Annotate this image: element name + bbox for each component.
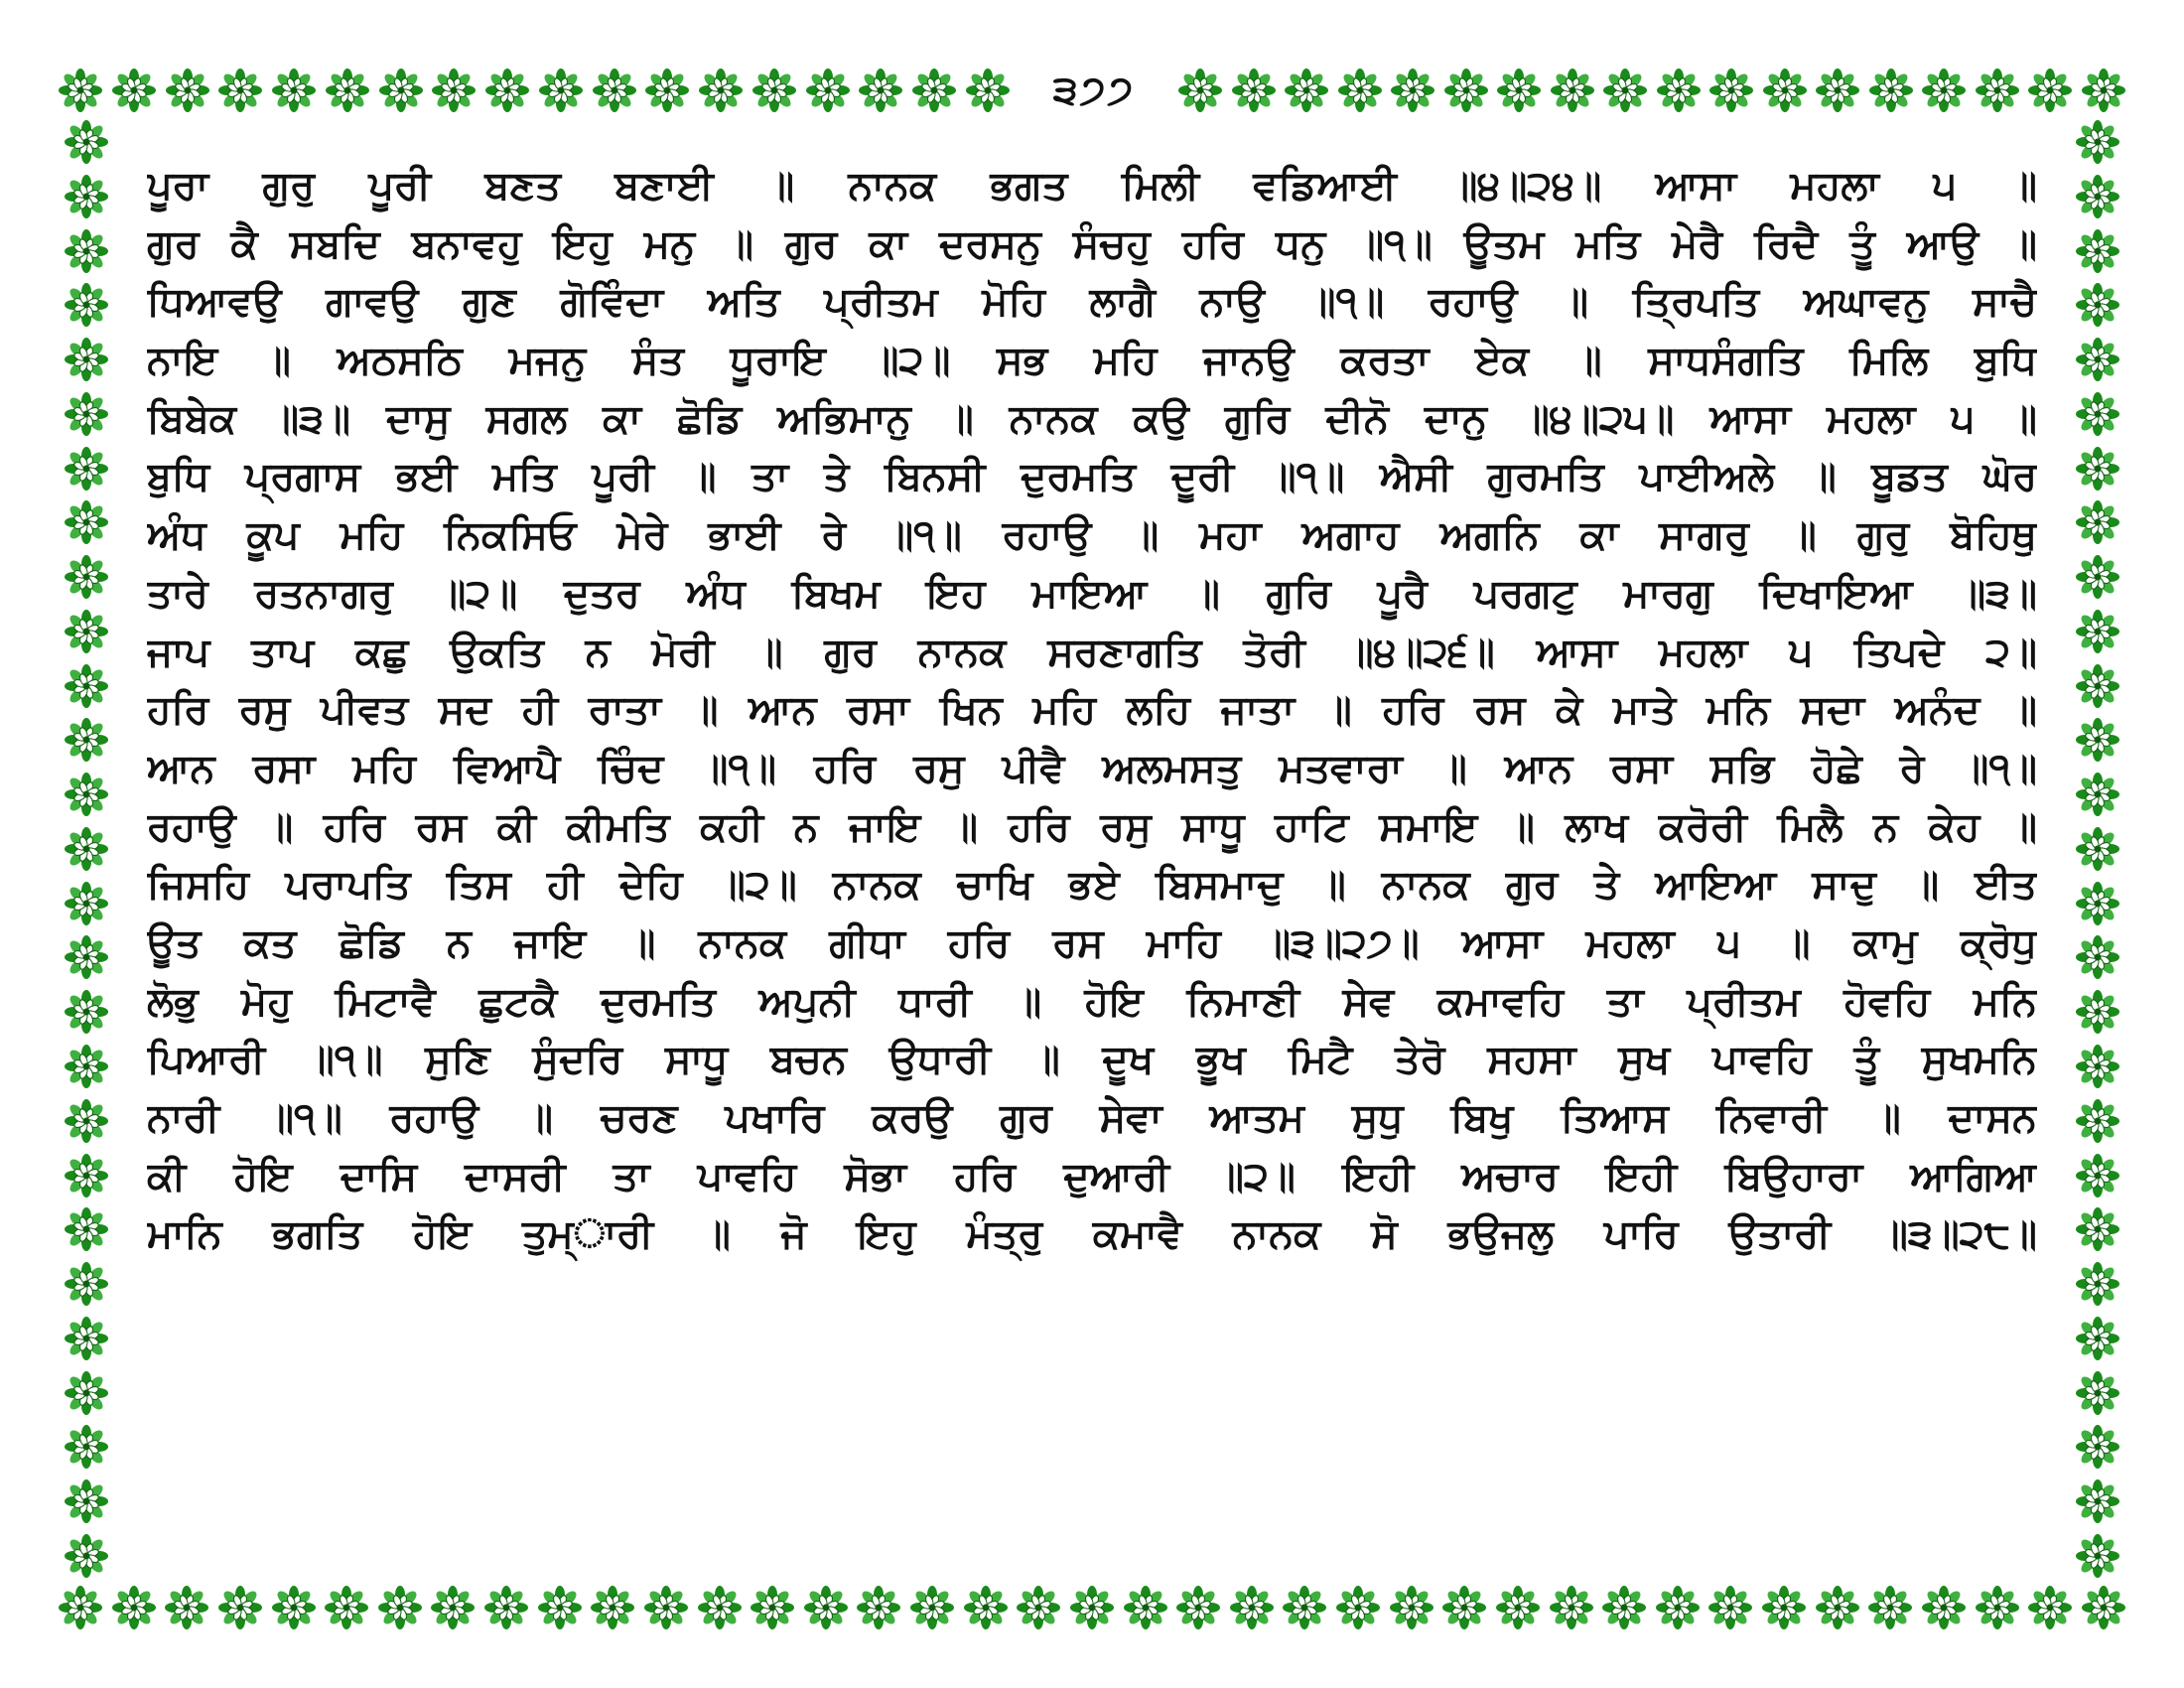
flower-icon [1495, 1585, 1541, 1630]
flower-icon [64, 391, 109, 437]
flower-icon [805, 68, 851, 113]
verse-line-18: ਕੀ ਹੋਇ ਦਾਸਿ ਦਾਸਰੀ ਤਾ ਪਾਵਹਿ ਸੋਭਾ ਹਰਿ ਦੁਆਰੀ ॥੨॥ ਇਹੀ ਅਚਾਰ ਇਹੀ ਬਿਉਹਾਰਾ ਆਗਿਆ [147, 1153, 2037, 1199]
flower-icon [1441, 1585, 1487, 1630]
border-left [58, 119, 115, 1579]
verse-line-5: ਬਿਬੇਕ ॥੩॥ ਦਾਸੁ ਸਗਲ ਕਾ ਛੋਡਿ ਅਭਿਮਾਨੁ ॥ ਨਾਨਕ ਕਉ ਗੁਰਿ ਦੀਨੋ ਦਾਨੁ ॥੪॥੨੫॥ ਆਸਾ ਮਹਲਾ ੫ ॥ [147, 395, 2037, 442]
flower-icon [64, 1261, 109, 1307]
flower-icon [271, 68, 317, 113]
flower-icon [2075, 989, 2120, 1035]
verse-line-9: ਜਾਪ ਤਾਪ ਕਛੁ ਉਕਤਿ ਨ ਮੋਰੀ ॥ ਗੁਰ ਨਾਨਕ ਸਰਣਾਗਤਿ ਤੋਰੀ ॥੪॥੨੬॥ ਆਸਾ ਮਹਲਾ ੫ ਤਿਪਦੇ ੨॥ [147, 629, 2037, 675]
flower-icon [1655, 1585, 1701, 1630]
flower-icon [697, 1585, 743, 1630]
verse-line-3: ਧਿਆਵਉ ਗਾਵਉ ਗੁਣ ਗੋਵਿੰਦਾ ਅਤਿ ਪ੍ਰੀਤਮ ਮੋਹਿ ਲਾਗੈ ਨਾਉ ॥੧॥ ਰਹਾਉ ॥ ਤ੍ਰਿਪਤਿ ਅਘਾਵਨੁ ਸਾਚੈ [147, 279, 2037, 326]
verse-line-19: ਮਾਨਿ ਭਗਤਿ ਹੋਇ ਤੁਮ੍ਾਰੀ ॥ ਜੋ ਇਹੁ ਮੰਤ੍ਰੁ ਕਮਾਵੈ ਨਾਨਕ ਸੋ ਭਉਜਲੁ ਪਾਰਿ ਉਤਾਰੀ ॥੩॥੨੮॥ [147, 1211, 2037, 1258]
flower-icon [1815, 68, 1860, 113]
border-bottom [58, 1579, 2126, 1636]
verse-line-6: ਬੁਧਿ ਪ੍ਰਗਾਸ ਭਈ ਮਤਿ ਪੂਰੀ ॥ ਤਾ ਤੇ ਬਿਨਸੀ ਦੁਰਮਤਿ ਦੂਰੀ ॥੧॥ ਐਸੀ ਗੁਰਮਤਿ ਪਾਈਅਲੇ ॥ ਬੂਡਤ ਘੋਰ [147, 454, 2037, 500]
flower-icon [217, 1585, 263, 1630]
flower-icon [592, 68, 637, 113]
flower-icon [963, 1585, 1009, 1630]
page-number: ੩੭੭ [1052, 68, 1136, 113]
flower-icon [644, 68, 690, 113]
flower-icon [1335, 1585, 1381, 1630]
flower-icon [64, 1153, 109, 1198]
flower-icon [1867, 1585, 1913, 1630]
flower-icon [64, 1370, 109, 1416]
flower-icon [2075, 499, 2120, 545]
flower-icon [64, 1424, 109, 1470]
flower-icon [2027, 68, 2073, 113]
flower-icon [2027, 1585, 2073, 1630]
flower-icon [164, 1585, 209, 1630]
border-right [2069, 119, 2126, 1579]
flower-icon [64, 119, 109, 165]
flower-icon [64, 337, 109, 382]
flower-icon [111, 68, 157, 113]
verse-line-4: ਨਾਇ ॥ ਅਠਸਠਿ ਮਜਨੁ ਸੰਤ ਧੂਰਾਇ ॥੨॥ ਸਭ ਮਹਿ ਜਾਨਉ ਕਰਤਾ ਏਕ ॥ ਸਾਧਸੰਗਤਿ ਮਿਲਿ ਬੁਧਿ [147, 338, 2037, 384]
flower-icon [2075, 1206, 2120, 1252]
verse-line-13: ਜਿਸਹਿ ਪਰਾਪਤਿ ਤਿਸ ਹੀ ਦੇਹਿ ॥੨॥ ਨਾਨਕ ਚਾਖਿ ਭਏ ਬਿਸਮਾਦੁ ॥ ਨਾਨਕ ਗੁਰ ਤੇ ਆਇਆ ਸਾਦੁ ॥ ਈਤ [147, 862, 2037, 909]
flower-icon [111, 1585, 157, 1630]
flower-icon [217, 68, 263, 113]
flower-icon [2075, 881, 2120, 926]
flower-icon [483, 1585, 529, 1630]
verse-line-1: ਪੂਰਾ ਗੁਰੁ ਪੂਰੀ ਬਣਤ ਬਣਾਈ ॥ ਨਾਨਕ ਭਗਤ ਮਿਲੀ ਵਡਿਆਈ ॥੪॥੨੪॥ ਆਸਾ ਮਹਲਾ ੫ ॥ [147, 163, 2037, 209]
flower-icon [64, 989, 109, 1035]
flower-icon [750, 1585, 795, 1630]
flower-icon [643, 1585, 689, 1630]
flower-icon [2075, 1370, 2120, 1416]
flower-icon [64, 609, 109, 654]
flower-icon [1282, 1585, 1327, 1630]
flower-icon [64, 1044, 109, 1089]
flower-icon [64, 1316, 109, 1361]
flower-icon [2075, 1316, 2120, 1361]
flower-icon [2075, 391, 2120, 437]
verse-line-16: ਪਿਆਰੀ ॥੧॥ ਸੁਣਿ ਸੁੰਦਰਿ ਸਾਧੂ ਬਚਨ ਉਧਾਰੀ ॥ ਦੂਖ ਭੂਖ ਮਿਟੈ ਤੇਰੋ ਸਹਸਾ ਸੁਖ ਪਾਵਹਿ ਤੂੰ ਸੁਖਮਨਿ [147, 1037, 2037, 1083]
flower-icon [1921, 68, 1967, 113]
verse-text [147, 157, 2037, 1557]
verse-line-10: ਹਰਿ ਰਸੁ ਪੀਵਤ ਸਦ ਹੀ ਰਾਤਾ ॥ ਆਨ ਰਸਾ ਖਿਨ ਮਹਿ ਲਹਿ ਜਾਤਾ ॥ ਹਰਿ ਰਸ ਕੇ ਮਾਤੇ ਮਨਿ ਸਦਾ ਅਨੰਦ ॥ [147, 687, 2037, 734]
verse-line-2: ਗੁਰ ਕੈ ਸਬਦਿ ਬਨਾਵਹੁ ਇਹੁ ਮਨੁ ॥ ਗੁਰ ਕਾ ਦਰਸਨੁ ਸੰਚਹੁ ਹਰਿ ਧਨੁ ॥੧॥ ਊਤਮ ਮਤਿ ਮੇਰੈ ਰਿਦੈ ਤੂੰ ਆਉ ॥ [147, 220, 2037, 267]
flower-icon [2075, 1533, 2120, 1579]
flower-icon [165, 68, 210, 113]
verse-line-15: ਲੋਭੁ ਮੋਹੁ ਮਿਟਾਵੈ ਛੁਟਕੈ ਦੁਰਮਤਿ ਅਪੁਨੀ ਧਾਰੀ ॥ ਹੋਇ ਨਿਮਾਣੀ ਸੇਵ ਕਮਾਵਹਿ ਤਾ ਪ੍ਰੀਤਮ ਹੋਵਹਿ ਮਨਿ [147, 978, 2037, 1025]
flower-icon [64, 1533, 109, 1579]
flower-icon [2075, 1044, 2120, 1089]
flower-icon [430, 1585, 476, 1630]
flower-icon [1550, 68, 1595, 113]
flower-icon [909, 1585, 955, 1630]
flower-icon [1390, 68, 1435, 113]
flower-icon [64, 663, 109, 709]
flower-icon [1601, 1585, 1647, 1630]
flower-icon [2081, 1585, 2126, 1630]
flower-icon [1707, 1585, 1753, 1630]
flower-icon [377, 1585, 423, 1630]
flower-icon [64, 554, 109, 600]
flower-icon [64, 717, 109, 763]
flower-icon [2075, 1098, 2120, 1144]
flower-icon [2075, 337, 2120, 382]
flower-icon [1069, 1585, 1115, 1630]
flower-icon [64, 282, 109, 328]
flower-icon [1761, 1585, 1807, 1630]
flower-icon [431, 68, 477, 113]
flower-icon [2075, 1424, 2120, 1470]
border-top-left [58, 62, 1011, 119]
flower-icon [2075, 1478, 2120, 1524]
flower-icon [64, 826, 109, 872]
flower-icon [1016, 1585, 1061, 1630]
flower-icon [965, 68, 1011, 113]
flower-icon [64, 881, 109, 926]
flower-icon [1177, 68, 1223, 113]
flower-icon [2075, 1261, 2120, 1307]
flower-icon [537, 1585, 583, 1630]
flower-icon [2075, 717, 2120, 763]
flower-icon [1175, 1585, 1221, 1630]
flower-icon [1337, 68, 1383, 113]
flower-icon [64, 499, 109, 545]
border-top-right [1177, 62, 2126, 119]
flower-icon [858, 68, 903, 113]
flower-icon [1656, 68, 1702, 113]
flower-icon [538, 68, 584, 113]
flower-icon [2075, 609, 2120, 654]
flower-icon [484, 68, 530, 113]
flower-icon [751, 68, 797, 113]
flower-icon [2075, 174, 2120, 219]
flower-icon [2075, 554, 2120, 600]
flower-icon [58, 1585, 103, 1630]
flower-icon [590, 1585, 635, 1630]
flower-icon [1549, 1585, 1594, 1630]
flower-icon [2075, 934, 2120, 980]
verse-line-14: ਊਤ ਕਤ ਛੋਡਿ ਨ ਜਾਇ ॥ ਨਾਨਕ ਗੀਧਾ ਹਰਿ ਰਸ ਮਾਹਿ ॥੩॥੨੭॥ ਆਸਾ ਮਹਲਾ ੫ ॥ ਕਾਮੁ ਕ੍ਰੋਧੁ [147, 919, 2037, 966]
flower-icon [2075, 282, 2120, 328]
flower-icon [1229, 1585, 1275, 1630]
flower-icon [325, 68, 370, 113]
flower-icon [64, 174, 109, 219]
flower-icon [2075, 772, 2120, 817]
flower-icon [1389, 1585, 1434, 1630]
flower-icon [1284, 68, 1329, 113]
flower-icon [378, 68, 424, 113]
flower-icon [698, 68, 744, 113]
flower-icon [58, 68, 103, 113]
verse-line-7: ਅੰਧ ਕੂਪ ਮਹਿ ਨਿਕਸਿਓ ਮੇਰੇ ਭਾਈ ਰੇ ॥੧॥ ਰਹਾਉ ॥ ਮਹਾ ਅਗਾਹ ਅਗਨਿ ਕਾ ਸਾਗਰੁ ॥ ਗੁਰੁ ਬੋਹਿਥੁ [147, 512, 2037, 559]
flower-icon [2075, 119, 2120, 165]
flower-icon [64, 1206, 109, 1252]
flower-icon [2075, 826, 2120, 872]
flower-icon [64, 1098, 109, 1144]
flower-icon [64, 934, 109, 980]
flower-icon [64, 446, 109, 492]
flower-icon [911, 68, 957, 113]
verse-line-12: ਰਹਾਉ ॥ ਹਰਿ ਰਸ ਕੀ ਕੀਮਤਿ ਕਹੀ ਨ ਜਾਇ ॥ ਹਰਿ ਰਸੁ ਸਾਧੂ ਹਾਟਿ ਸਮਾਇ ॥ ਲਾਖ ਕਰੋਰੀ ਮਿਲੈ ਨ ਕੇਹ ॥ [147, 803, 2037, 850]
flower-icon [64, 228, 109, 274]
flower-icon [803, 1585, 849, 1630]
flower-icon [2081, 68, 2126, 113]
verse-line-11: ਆਨ ਰਸਾ ਮਹਿ ਵਿਆਪੈ ਚਿੰਦ ॥੧॥ ਹਰਿ ਰਸੁ ਪੀਵੈ ਅਲਮਸਤੁ ਮਤਵਾਰਾ ॥ ਆਨ ਰਸਾ ਸਭਿ ਹੋਛੇ ਰੇ ॥੧॥ [147, 745, 2037, 791]
flower-icon [1231, 68, 1277, 113]
flower-icon [324, 1585, 369, 1630]
flower-icon [1123, 1585, 1168, 1630]
flower-icon [1975, 1585, 2020, 1630]
flower-icon [64, 772, 109, 817]
flower-icon [856, 1585, 901, 1630]
flower-icon [2075, 1153, 2120, 1198]
flower-icon [1496, 68, 1542, 113]
flower-icon [1975, 68, 2020, 113]
flower-icon [64, 1478, 109, 1524]
flower-icon [2075, 663, 2120, 709]
verse-line-17: ਨਾਰੀ ॥੧॥ ਰਹਾਉ ॥ ਚਰਣ ਪਖਾਰਿ ਕਰਉ ਗੁਰ ਸੇਵਾ ਆਤਮ ਸੁਧੁ ਬਿਖੁ ਤਿਆਸ ਨਿਵਾਰੀ ॥ ਦਾਸਨ [147, 1095, 2037, 1141]
flower-icon [2075, 446, 2120, 492]
flower-icon [1921, 1585, 1967, 1630]
flower-icon [1762, 68, 1808, 113]
verse-line-8: ਤਾਰੇ ਰਤਨਾਗਰੁ ॥੨॥ ਦੁਤਰ ਅੰਧ ਬਿਖਮ ਇਹ ਮਾਇਆ ॥ ਗੁਰਿ ਪੂਰੈ ਪਰਗਟੁ ਮਾਰਗੁ ਦਿਖਾਇਆ ॥੩॥ [147, 570, 2037, 617]
flower-icon [1815, 1585, 1860, 1630]
flower-icon [1868, 68, 1914, 113]
flower-icon [1443, 68, 1489, 113]
flower-icon [271, 1585, 317, 1630]
flower-icon [1708, 68, 1754, 113]
flower-icon [2075, 228, 2120, 274]
flower-icon [1602, 68, 1648, 113]
